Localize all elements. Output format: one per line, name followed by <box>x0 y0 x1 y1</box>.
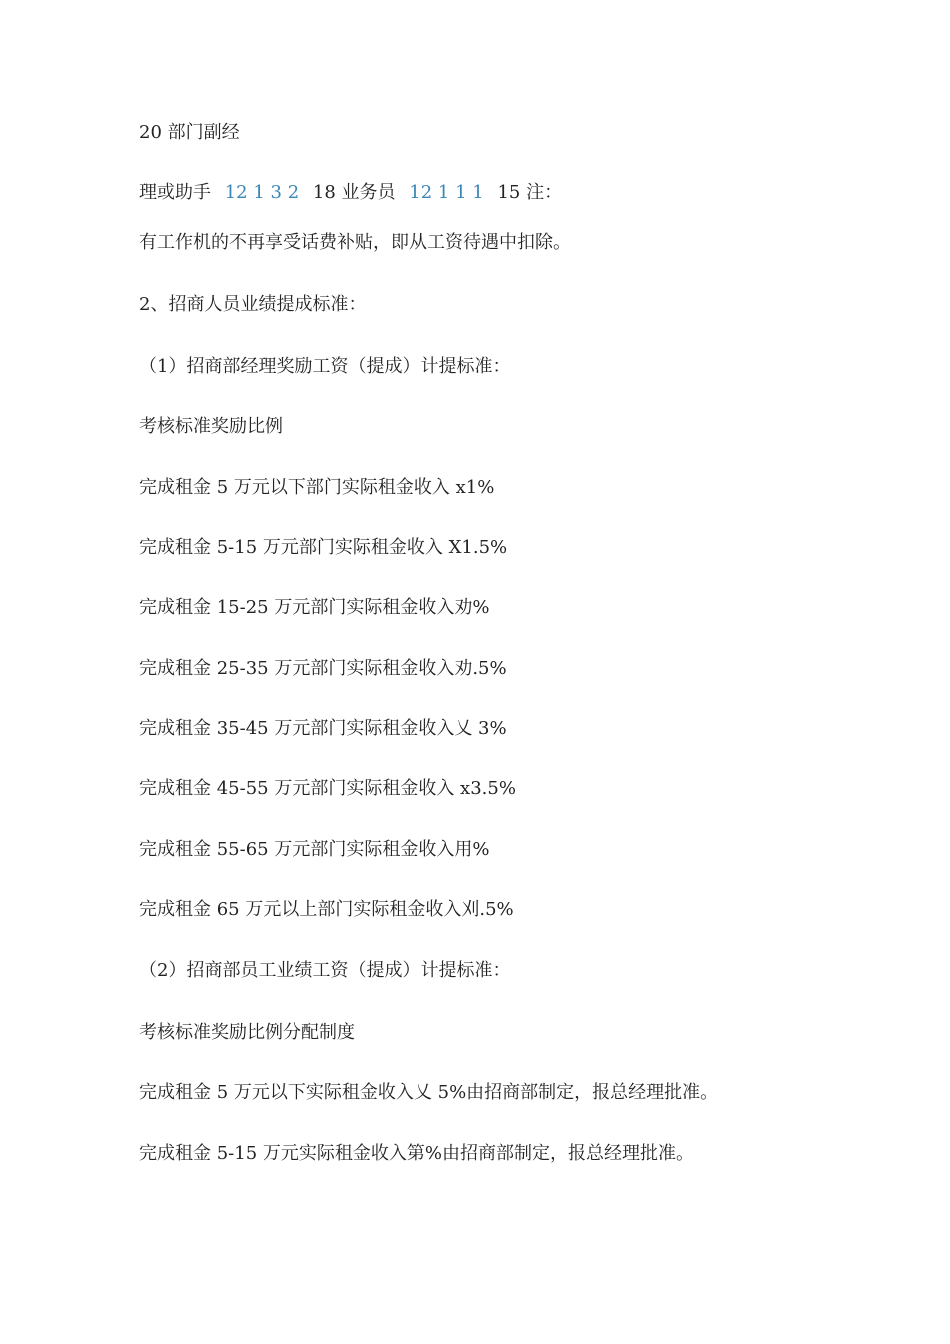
text-line-2-mid1: 18 业务员 <box>312 182 396 203</box>
text-line-2-blue-b: 12 1 1 1 <box>409 182 484 203</box>
rule-line-3: 完成租金 15-25 万元部门实际租金收入劝% <box>139 597 490 618</box>
text-line-3: 有工作机的不再享受话费补贴，即从工资待遇中扣除。 <box>139 232 571 253</box>
staff-rule-line-1: 完成租金 5 万元以下实际租金收入乂 5%由招商部制定，报总经理批准。 <box>139 1082 719 1103</box>
rule-line-4: 完成租金 25-35 万元部门实际租金收入劝.5% <box>139 658 507 679</box>
rule-line-2: 完成租金 5-15 万元部门实际租金收入 X1.5% <box>139 537 508 558</box>
text-line-2 <box>139 181 562 205</box>
text-line-2-blue-a: 12 1 3 2 <box>224 182 300 203</box>
table-header-2: 考核标准奖励比例分配制度 <box>139 1022 355 1043</box>
rule-line-5: 完成租金 35-45 万元部门实际租金收入乂 3% <box>139 718 507 739</box>
table-header-1: 考核标准奖励比例 <box>139 416 283 437</box>
rule-line-1: 完成租金 5 万元以下部门实际租金收入 x1% <box>139 477 495 498</box>
rule-line-7: 完成租金 55-65 万元部门实际租金收入用% <box>139 839 490 860</box>
staff-rule-line-2: 完成租金 5-15 万元实际租金收入第%由招商部制定，报总经理批准。 <box>139 1143 694 1164</box>
text-line-2-prefix: 理或助手 <box>139 182 211 203</box>
text-line-1: 20 部门副经 <box>139 122 240 143</box>
subsection-heading-1: （1）招商部经理奖励工资（提成）计提标准： <box>139 356 511 377</box>
text-line-2-mid2: 15 注： <box>497 182 563 203</box>
rule-line-6: 完成租金 45-55 万元部门实际租金收入 x3.5% <box>139 778 516 799</box>
section-heading-2: 2、招商人员业绩提成标准： <box>139 294 367 315</box>
rule-line-8: 完成租金 65 万元以上部门实际租金收入刈.5% <box>139 899 514 920</box>
subsection-heading-2: （2）招商部员工业绩工资（提成）计提标准： <box>139 960 511 981</box>
